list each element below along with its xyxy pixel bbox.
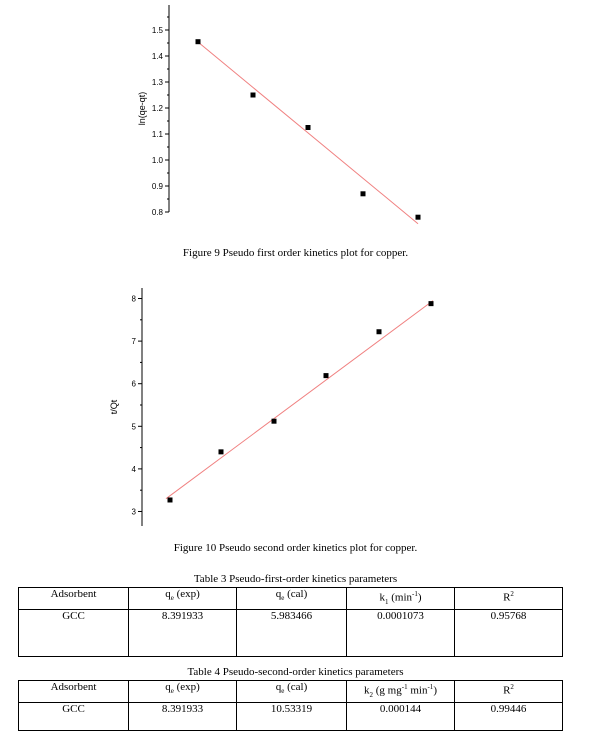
y-tick-label: 0.8 bbox=[151, 208, 163, 217]
data-point bbox=[377, 329, 382, 334]
cell-qe-cal: 5.983466 bbox=[237, 609, 347, 656]
y-axis-label: t/Qt bbox=[109, 399, 119, 415]
header-qe-exp: $q_e$ (exp) bbox=[129, 588, 237, 610]
cell-qe-cal: 10.53319 bbox=[237, 702, 347, 730]
header-qe-cal: $q_e$ (cal) bbox=[237, 681, 347, 703]
cell-r2: 0.99446 bbox=[455, 702, 563, 730]
data-point bbox=[429, 301, 434, 306]
cell-adsorbent: GCC bbox=[19, 702, 129, 730]
data-point bbox=[272, 419, 277, 424]
data-point bbox=[324, 373, 329, 378]
cell-qe-exp: 8.391933 bbox=[129, 702, 237, 730]
y-tick-label: 6 bbox=[131, 379, 136, 389]
header-r2: $R^2$ bbox=[455, 588, 563, 610]
data-point bbox=[416, 215, 421, 220]
data-point bbox=[361, 191, 366, 196]
cell-qe-exp: 8.391933 bbox=[129, 609, 237, 656]
chart-10-plot-area bbox=[109, 288, 434, 526]
header-k2: $k_2$ (g $mg^{-1}$ $\min^{-1}$) bbox=[347, 681, 455, 703]
table-4-caption: Table 4 Pseudo-second-order kinetics parameters bbox=[187, 666, 404, 678]
header-adsorbent: Adsorbent bbox=[19, 588, 129, 610]
y-tick-label: 1.1 bbox=[151, 130, 163, 139]
data-point bbox=[219, 449, 224, 454]
table-row bbox=[19, 609, 563, 656]
y-tick-label: 1.4 bbox=[151, 52, 163, 61]
data-point bbox=[306, 125, 311, 130]
data-point bbox=[196, 39, 201, 44]
table-3-caption: Table 3 Pseudo-first-order kinetics parameters bbox=[193, 573, 398, 585]
y-tick-label: 7 bbox=[131, 337, 136, 347]
fit-line bbox=[196, 40, 418, 223]
table-4 bbox=[18, 680, 563, 731]
figure-9-caption: Figure 9 Pseudo first order kinetics plot for copper. bbox=[182, 247, 409, 259]
header-adsorbent: Adsorbent bbox=[19, 681, 129, 703]
y-tick-label: 4 bbox=[131, 464, 136, 474]
y-tick-label: 0.9 bbox=[151, 182, 163, 191]
chart-9-plot-area bbox=[137, 5, 421, 224]
header-k1: $k_1$ $(\min^{-1})$ bbox=[347, 588, 455, 610]
cell-adsorbent: GCC bbox=[19, 609, 129, 656]
figure-10-caption: Figure 10 Pseudo second order kinetics plot for copper. bbox=[173, 542, 418, 554]
table-3 bbox=[18, 587, 563, 657]
cell-k2: 0.000144 bbox=[347, 702, 455, 730]
table-row bbox=[19, 702, 563, 730]
data-point bbox=[251, 93, 256, 98]
cell-k1: 0.0001073 bbox=[347, 609, 455, 656]
y-tick-label: 5 bbox=[131, 422, 136, 432]
y-tick-label: 1.0 bbox=[151, 156, 163, 165]
figure-10-chart bbox=[0, 280, 591, 535]
data-point bbox=[168, 497, 173, 502]
y-tick-label: 1.3 bbox=[151, 78, 163, 87]
y-axis-label: ln(qe-qt) bbox=[137, 91, 147, 126]
y-tick-label: 1.2 bbox=[151, 104, 163, 113]
y-tick-label: 1.5 bbox=[151, 26, 163, 35]
header-qe-cal: $q_e$ (cal) bbox=[237, 588, 347, 610]
cell-r2: 0.95768 bbox=[455, 609, 563, 656]
table-4-header-row bbox=[19, 681, 563, 703]
y-tick-label: 8 bbox=[131, 294, 136, 304]
header-qe-exp: $q_e$ (exp) bbox=[129, 681, 237, 703]
table-3-header-row bbox=[19, 588, 563, 610]
fit-line bbox=[166, 301, 433, 499]
header-r2: $R^2$ bbox=[455, 681, 563, 703]
figure-9-chart bbox=[0, 0, 591, 240]
y-tick-label: 3 bbox=[131, 507, 136, 517]
